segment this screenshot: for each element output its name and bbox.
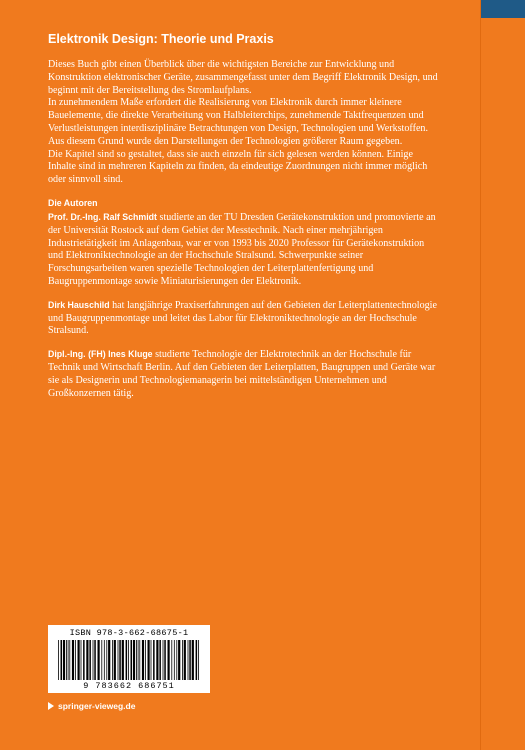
author-text-3: studierte Technologie der Elektrotechnik an der Hochschule für Technik und Wirtschaft Berlin. Auf den Gebieten der Leiterplatten, Baugruppen und Geräte war sie als Designerin und Technologiemanagerin bei mittelständigen Unternehmen und Großkonzernen tätig.: [48, 349, 436, 399]
barcode-bar: [66, 640, 67, 680]
barcode-bar: [61, 640, 63, 680]
barcode-bar: [145, 640, 146, 680]
barcode-bar: [68, 640, 69, 680]
barcode-digits: 9 783662 686751: [83, 681, 175, 691]
barcode-bar: [122, 640, 124, 680]
website-label: springer-vieweg.de: [58, 701, 136, 711]
barcode-bar: [104, 640, 105, 680]
author-name-1: Prof. Dr.-Ing. Ralf Schmidt: [48, 211, 157, 222]
intro-paragraph-3: Die Kapitel sind so gestaltet, dass sie auch einzeln für sich gelesen werden können. Einige Inhalte sind in mehreren Kapiteln zu finden, da eindeutige Zuordnungen nicht immer möglich oder sinnvoll sind.: [48, 148, 428, 186]
back-cover-text: [48, 32, 440, 400]
barcode-bar: [174, 640, 175, 680]
barcode-bar: [192, 640, 194, 680]
barcode-bar: [178, 640, 180, 680]
barcode-bar: [163, 640, 164, 680]
barcode-bar: [78, 640, 80, 680]
spine-accent: [481, 0, 525, 18]
barcode-bar: [159, 640, 161, 680]
barcode-bar: [94, 640, 96, 680]
barcode-bar: [126, 640, 128, 680]
barcode-bar: [139, 640, 140, 680]
author-name-3: Dipl.-Ing. (FH) Ines Kluge: [48, 349, 153, 360]
barcode-bar: [69, 640, 70, 680]
barcode-bar: [72, 640, 74, 680]
publisher-website[interactable]: [48, 701, 135, 711]
barcode-bars: [58, 640, 200, 680]
barcode-bar: [118, 640, 119, 680]
barcode-bar: [108, 640, 110, 680]
barcode-bar: [133, 640, 135, 680]
spine-strip: [480, 0, 525, 750]
barcode-bar: [188, 640, 189, 680]
barcode-bar: [58, 640, 59, 680]
barcode-bar: [101, 640, 102, 680]
barcode-bar: [148, 640, 150, 680]
barcode-bar: [93, 640, 94, 680]
barcode-bar: [63, 640, 65, 680]
book-title: Elektronik Design: Theorie und Praxis: [48, 32, 274, 46]
barcode-bar: [168, 640, 170, 680]
arrow-right-icon: [48, 702, 54, 710]
barcode-bar: [131, 640, 133, 680]
author-text-2: hat langjährige Praxiserfahrungen auf den Gebieten der Leiterplattentechnologie und Baugruppenmontage und leitet das Labor für Elektroniktechnologie an der Hochschule Stralsund.: [48, 299, 437, 337]
barcode-bar: [156, 640, 158, 680]
barcode-bar: [81, 640, 82, 680]
intro-paragraph-2: In zunehmendem Maße erfordert die Realisierung von Elektronik durch immer kleinere Bauelemente, die direkte Verarbeitung von Halbleiterchips, zunehmende Taktfrequenzen und Verlustleistungen interdisziplinäre Betrachtungen von Design, Technologien und Werkstoffen. Aus diesem Grund wurde den Darstellungen der Technologien größerer Raum gegeben.: [48, 97, 428, 147]
barcode-bar: [182, 640, 183, 680]
author-bio-1: [48, 211, 440, 289]
intro-paragraph-1: Dieses Buch gibt einen Überblick über die wichtigsten Bereiche zur Entwicklung und Konstruktion elektronischer Geräte, zusammengefasst unter dem Begriff Elektronik Design, und beginnt mit der Bereitstellung des Stromlaufplans.: [48, 59, 438, 96]
isbn-barcode: [48, 625, 210, 693]
barcode-bar: [151, 640, 152, 680]
barcode-bar: [196, 640, 198, 680]
barcode-bar: [189, 640, 191, 680]
barcode-bar: [153, 640, 155, 680]
barcode-bar: [106, 640, 107, 680]
barcode-bar: [142, 640, 144, 680]
barcode-bar: [119, 640, 121, 680]
barcode-bar: [86, 640, 88, 680]
barcode-bar: [164, 640, 166, 680]
author-name-2: Dirk Hauschild: [48, 299, 110, 310]
authors-heading: Die Autoren: [48, 197, 98, 208]
author-text-1: studierte an der TU Dresden Gerätekonstruktion und promovierte an der Universität Rostock auf dem Gebiet der Messtechnik. Nach einer mehrjährigen Industrietätigkeit im Anlagenbau, war er von 1993 bis 2020 Professor für Gerätekonstruktion und Elektroniktechnologie an der Hochschule Stralsund. Schwerpunkte seiner Forschungsarbeiten waren spezielle Technologien der Leiterplattenfertigung und Baugruppenmontage sowie Miniaturisierungen der Elektronik.: [48, 211, 436, 287]
isbn-label: ISBN 978-3-662-68675-1: [69, 628, 189, 638]
barcode-bar: [128, 640, 129, 680]
barcode-bar: [171, 640, 172, 680]
author-bio-3: [48, 348, 440, 400]
barcode-bar: [83, 640, 85, 680]
barcode-bar: [136, 640, 137, 680]
barcode-bar: [138, 640, 139, 680]
barcode-bar: [75, 640, 76, 680]
author-bio-2: [48, 299, 440, 338]
barcode-bar: [176, 640, 177, 680]
barcode-bar: [114, 640, 116, 680]
barcode-bar: [198, 640, 199, 680]
barcode-bar: [89, 640, 91, 680]
barcode-bar: [112, 640, 113, 680]
barcode-bar: [98, 640, 100, 680]
barcode-bar: [184, 640, 186, 680]
